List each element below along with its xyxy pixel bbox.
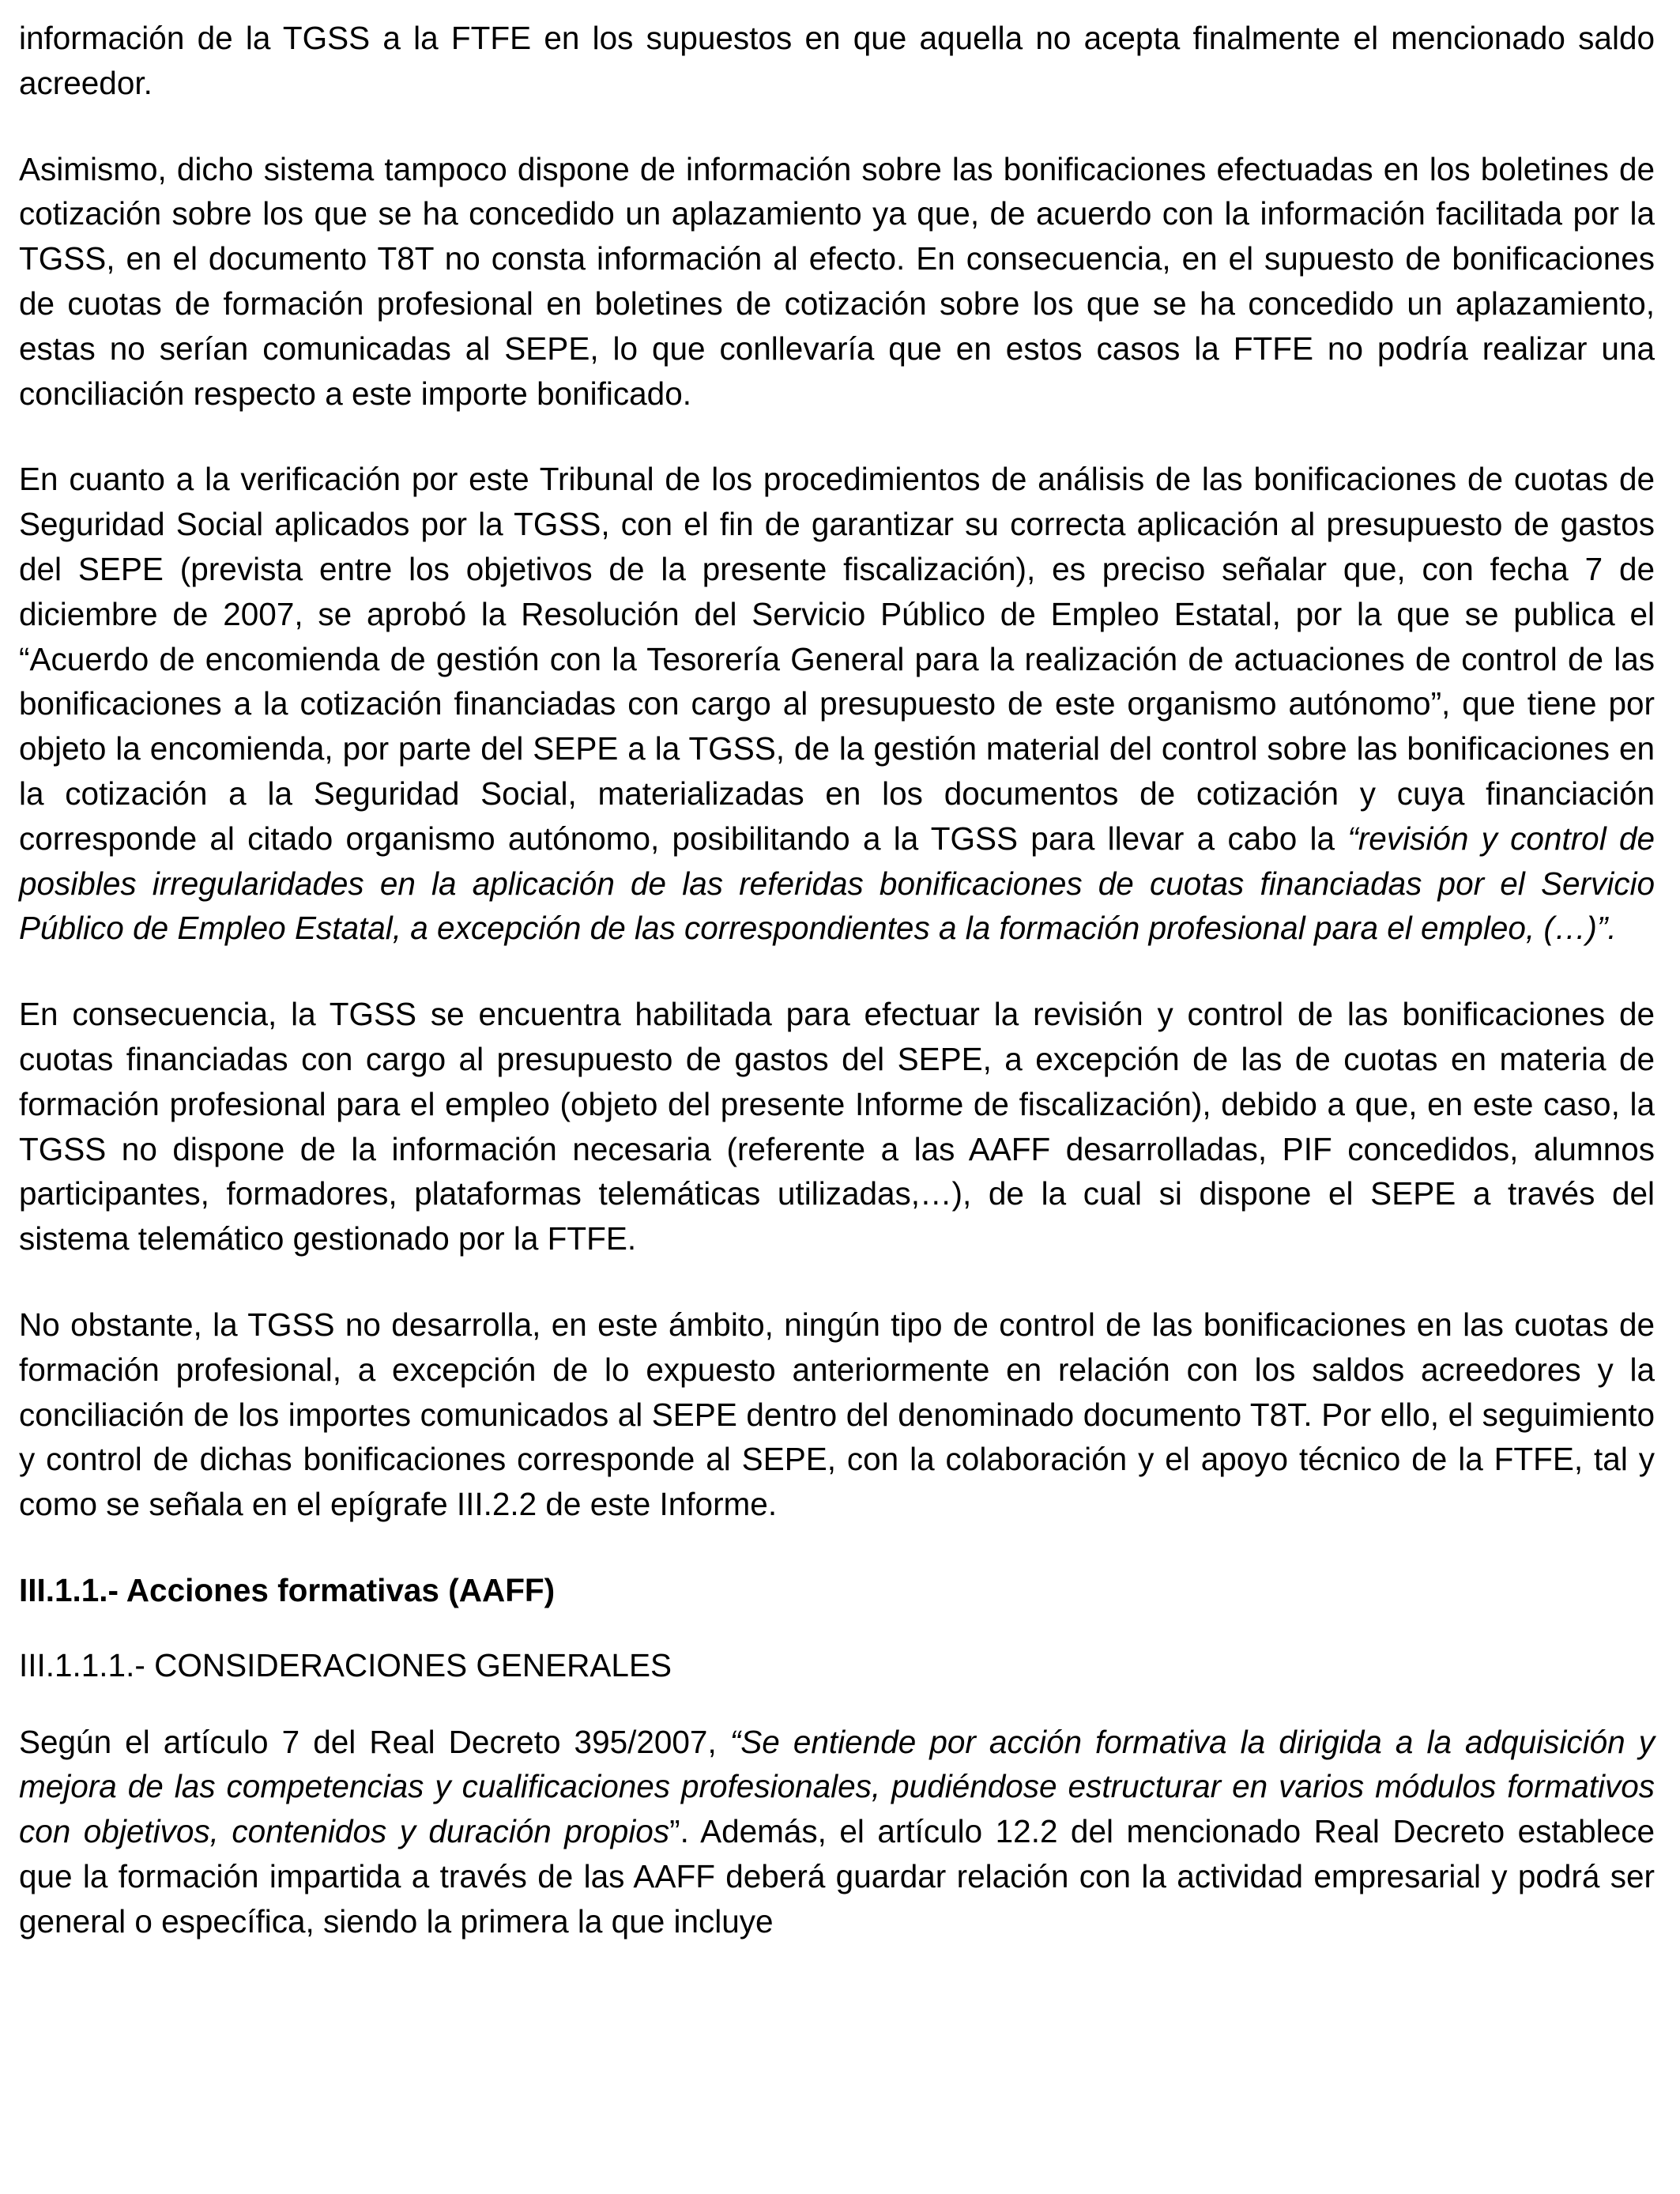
paragraph-2: Asimismo, dicho sistema tampoco dispone de información sobre las bonificaciones efectuadas en los boletines de cotización sobre los que se ha concedido un aplazamiento ya que, de acuerdo con la información facilitada por la TGSS, en el documento T8T no consta información al efecto. En consecuencia, en el supuesto de bonificaciones de cuotas de formación profesional en boletines de cotización sobre los que se ha concedido un aplazamiento, estas no serían comunicadas al SEPE, lo que conllevaría que en estos casos la FTFE no podría realizar una conciliación respecto a este importe bonificado. xyxy=(19,150,1655,412)
paragraph-6-tail: ”. Además, el artículo 12.2 del mencionado Real Decreto establece que la formación impartida a través de las AAFF deberá guardar relación con la actividad empresarial y podrá ser general o específica, siendo la primera la que incluye xyxy=(19,1813,1655,1940)
paragraph-5: No obstante, la TGSS no desarrolla, en este ámbito, ningún tipo de control de las bonificaciones en las cuotas de formación profesional, a excepción de lo expuesto anteriormente en relación con los saldos acreedores y la conciliación de los importes comunicados al SEPE dentro del denominado documento T8T. Por ello, el seguimiento y control de dichas bonificaciones corresponde al SEPE, con la colaboración y el apoyo técnico de la FTFE, tal y como se señala en el epígrafe III.2.2 de este Informe. xyxy=(19,1306,1655,1523)
paragraph-3-text: En cuanto a la verificación por este Tribunal de los procedimientos de análisis de las bonificaciones de cuotas de Seguridad Social aplicados por la TGSS, con el fin de garantizar su correcta aplicación al presupuesto de gastos del SEPE (prevista entre los objetivos de la presente fiscalización), es preciso señalar que, con fecha 7 de diciembre de 2007, se aprobó la Resolución del Servicio Público de Empleo Estatal, por la que se publica el “Acuerdo de encomienda de gestión con la Tesorería General para la realización de actuaciones de control de las bonificaciones a la cotización financiadas con cargo al presupuesto de este organismo autónomo”, que tiene por objeto la encomienda, por parte del SEPE a la TGSS, de la gestión material del control sobre las bonificaciones en la cotización a la Seguridad Social, materializadas en los documentos de cotización y cuya financiación corresponde al citado organismo autónomo, posibilitando a la TGSS para llevar a cabo la xyxy=(19,461,1655,857)
paragraph-4: En consecuencia, la TGSS se encuentra habilitada para efectuar la revisión y control de las bonificaciones de cuotas financiadas con cargo al presupuesto de gastos del SEPE, a excepción de las de cuotas en materia de formación profesional para el empleo (objeto del presente Informe de fiscalización), debido a que, en este caso, la TGSS no dispone de la información necesaria (referente a las AAFF desarrolladas, PIF concedidos, alumnos participantes, formadores, plataformas telemáticas utilizadas,…), de la cual si dispone el SEPE a través del sistema telemático gestionado por la FTFE. xyxy=(19,996,1655,1257)
paragraph-6-quote: “Se entiende por acción formativa la dirigida a la adquisición y mejora de las competencias y cualificaciones profesionales, pudiéndose estructurar en varios módulos formativos con objetivos, contenidos y duración propios xyxy=(19,1723,1655,1850)
paragraph-1: información de la TGSS a la FTFE en los supuestos en que aquella no acepta finalmente el mencionado saldo acreedor. xyxy=(19,20,1655,101)
subsection-heading: III.1.1.1.- CONSIDERACIONES GENERALES xyxy=(19,1646,672,1683)
paragraph-3-quote: “revisión y control de posibles irregularidades en la aplicación de las referidas bonificaciones de cuotas financiadas por el Servicio Público de Empleo Estatal, a excepción de las correspondientes a la formación profesional para el empleo, (…)”. xyxy=(19,820,1656,947)
paragraph-6-lead: Según el artículo 7 del Real Decreto 395/2007, xyxy=(19,1723,730,1760)
paragraph-3 xyxy=(19,457,1655,951)
document-page xyxy=(19,16,1655,1985)
paragraph-6 xyxy=(19,1720,1655,1944)
section-heading: III.1.1.- Acciones formativas (AAFF) xyxy=(19,1571,556,1608)
